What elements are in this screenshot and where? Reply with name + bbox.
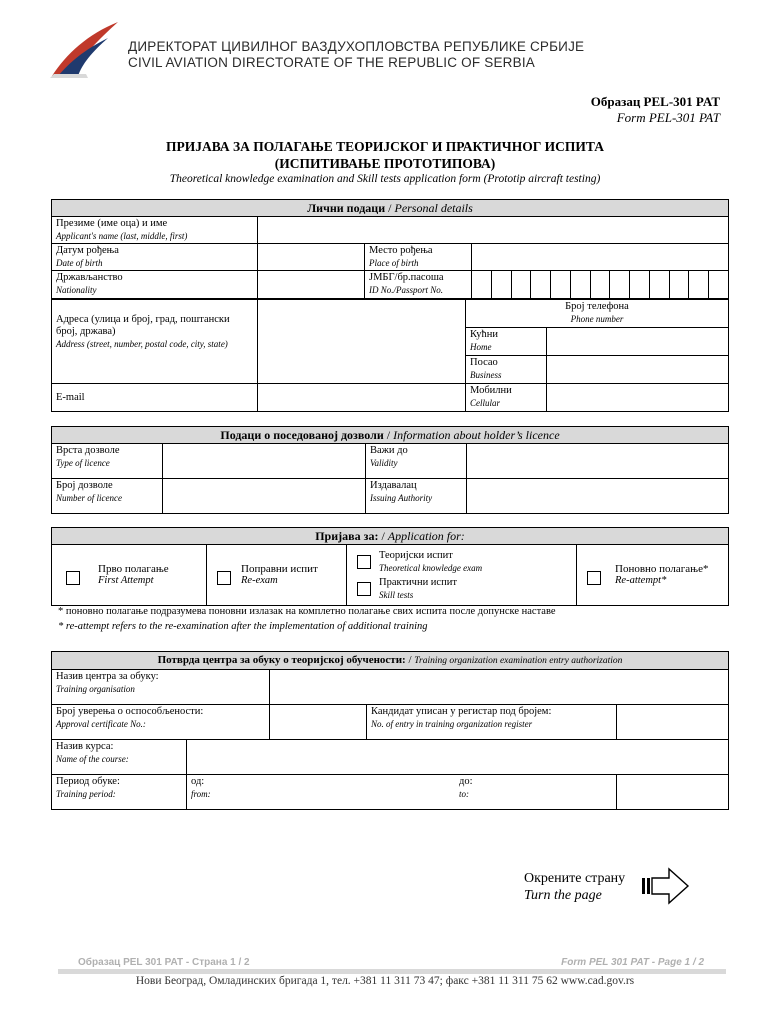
applicant-name-field[interactable] <box>258 217 729 244</box>
training-period-extra[interactable] <box>617 775 729 810</box>
reattempt-option[interactable]: Поновно полагање* Re-attempt* <box>577 545 729 606</box>
business-phone-field[interactable] <box>547 356 729 384</box>
reexam-option[interactable]: Поправни испит Re-exam <box>207 545 347 606</box>
skill-test-option[interactable]: Практични испит Skill tests <box>351 575 572 602</box>
personal-details-heading: Лични подаци / Personal details <box>52 200 729 217</box>
reexam-checkbox[interactable] <box>217 571 231 585</box>
licence-number-field[interactable] <box>163 479 366 514</box>
form-code-sr: Образац PEL-301 PAT <box>590 94 720 109</box>
licence-number-label: Број дозволе Number of licence <box>52 479 163 514</box>
period-to: до: to: <box>459 776 473 799</box>
address-field[interactable] <box>258 300 466 384</box>
footer-address: Нови Београд, Омладинских бригада 1, тел. +381 11 311 73 47; факс +381 11 311 75 62 www.cad.gov.rs <box>135 975 635 987</box>
business-phone-label: Посао Business <box>466 356 547 384</box>
validity-label: Важи до Validity <box>366 444 467 479</box>
footer-page-sr: Образац PEL 301 PAT - Страна 1 / 2 <box>78 957 250 968</box>
theory-exam-checkbox[interactable] <box>357 555 371 569</box>
dob-label: Датум рођења Date of birth <box>52 244 258 271</box>
approval-cert-field[interactable] <box>270 705 367 740</box>
dob-field[interactable] <box>258 244 365 271</box>
reattempt-note-en: * re-attempt refers to the re-examination after the implementation of additional training <box>58 621 428 632</box>
training-period-field[interactable] <box>187 775 617 810</box>
personal-details-table <box>51 199 729 299</box>
cad-logo <box>48 20 122 80</box>
form-title-line2: (ИСПИТИВАЊЕ ПРОТОТИПОВА) <box>274 156 496 171</box>
nationality-field[interactable] <box>258 271 365 299</box>
turn-page-sr: Окрените страну <box>524 871 626 886</box>
reattempt-note-sr: * поновно полагање подразумева поновни излазак на комплетно полагање свих испита после допунске наставе <box>58 606 556 617</box>
home-phone-field[interactable] <box>547 328 729 356</box>
footer-page-en: Form PEL 301 PAT - Page 1 / 2 <box>561 957 704 968</box>
home-phone-label: Кућни Home <box>466 328 547 356</box>
form-code-en: Form PEL-301 PAT <box>616 110 720 125</box>
reattempt-checkbox[interactable] <box>587 571 601 585</box>
applicant-name-label: Презиме (име оца) и име Applicant's name (last, middle, first) <box>52 217 258 244</box>
licence-type-field[interactable] <box>163 444 366 479</box>
application-table <box>51 527 729 606</box>
training-heading: Потврда центра за обуку о теоријској обучености: / Training organization examination entry authorization <box>52 652 729 670</box>
turn-page-text <box>524 870 625 904</box>
org-name-sr: ДИРЕКТОРАТ ЦИВИЛНОГ ВАЗДУХОПЛОВСТВА РЕПУБЛИКЕ СРБИЈЕ <box>128 39 585 54</box>
cell-phone-label: Мобилни Cellular <box>466 384 547 412</box>
email-field[interactable] <box>258 384 466 412</box>
skill-test-checkbox[interactable] <box>357 582 371 596</box>
address-phone-table <box>51 299 729 412</box>
course-name-field[interactable] <box>187 740 729 775</box>
pob-label: Место рођења Place of birth <box>365 244 472 271</box>
org-name-en: CIVIL AVIATION DIRECTORATE OF THE REPUBLIC OF SERBIA <box>128 55 535 70</box>
course-name-label: Назив курса: Name of the course: <box>52 740 187 775</box>
application-heading: Пријава за: / Application for: <box>52 528 729 545</box>
theory-exam-option[interactable]: Теоријски испит Theoretical knowledge exam <box>351 548 572 575</box>
register-entry-label: Кандидат уписан у регистар под бројем: No. of entry in training organization register <box>367 705 617 740</box>
phone-heading: Број телефона Phone number <box>466 300 729 328</box>
form-title-line1: ПРИЈАВА ЗА ПОЛАГАЊЕ ТЕОРИЈСКОГ И ПРАКТИЧНОГ ИСПИТА <box>165 139 604 154</box>
training-org-label: Назив центра за обуку: Training organisation <box>52 670 270 705</box>
training-org-field[interactable] <box>270 670 729 705</box>
exam-type-options <box>347 545 577 606</box>
issuer-field[interactable] <box>467 479 729 514</box>
licence-heading: Подаци о поседованој дозволи / Information about holder’s licence <box>52 427 729 444</box>
cell-phone-field[interactable] <box>547 384 729 412</box>
turn-page-en: Turn the page <box>524 888 602 903</box>
first-attempt-checkbox[interactable] <box>66 571 80 585</box>
pob-field[interactable] <box>472 244 729 271</box>
id-label: ЈМБГ/бр.пасоша ID No./Passport No. <box>365 271 472 299</box>
training-period-label: Период обуке: Training period: <box>52 775 187 810</box>
footer-divider <box>58 969 726 974</box>
validity-field[interactable] <box>467 444 729 479</box>
first-attempt-option[interactable]: Прво полагање First Attempt <box>52 545 207 606</box>
email-label: E-mail <box>52 384 258 412</box>
issuer-label: Издавалац Issuing Authority <box>366 479 467 514</box>
licence-table <box>51 426 729 514</box>
nationality-label: Држављанство Nationality <box>52 271 258 299</box>
address-label: Адреса (улица и број, град, поштански број, држава) Address (street, number, postal code, city, state) <box>52 300 258 384</box>
arrow-right-icon <box>641 866 691 906</box>
register-entry-field[interactable] <box>617 705 729 740</box>
period-from: од: from: <box>191 776 211 799</box>
licence-type-label: Врста дозволе Type of licence <box>52 444 163 479</box>
id-number-boxes[interactable] <box>472 271 729 299</box>
approval-cert-label: Број уверења о оспособљености: Approval certificate No.: <box>52 705 270 740</box>
form-subtitle: Theoretical knowledge examination and Skill tests application form (Prototip aircraft testing) <box>169 173 601 185</box>
training-table <box>51 651 729 810</box>
